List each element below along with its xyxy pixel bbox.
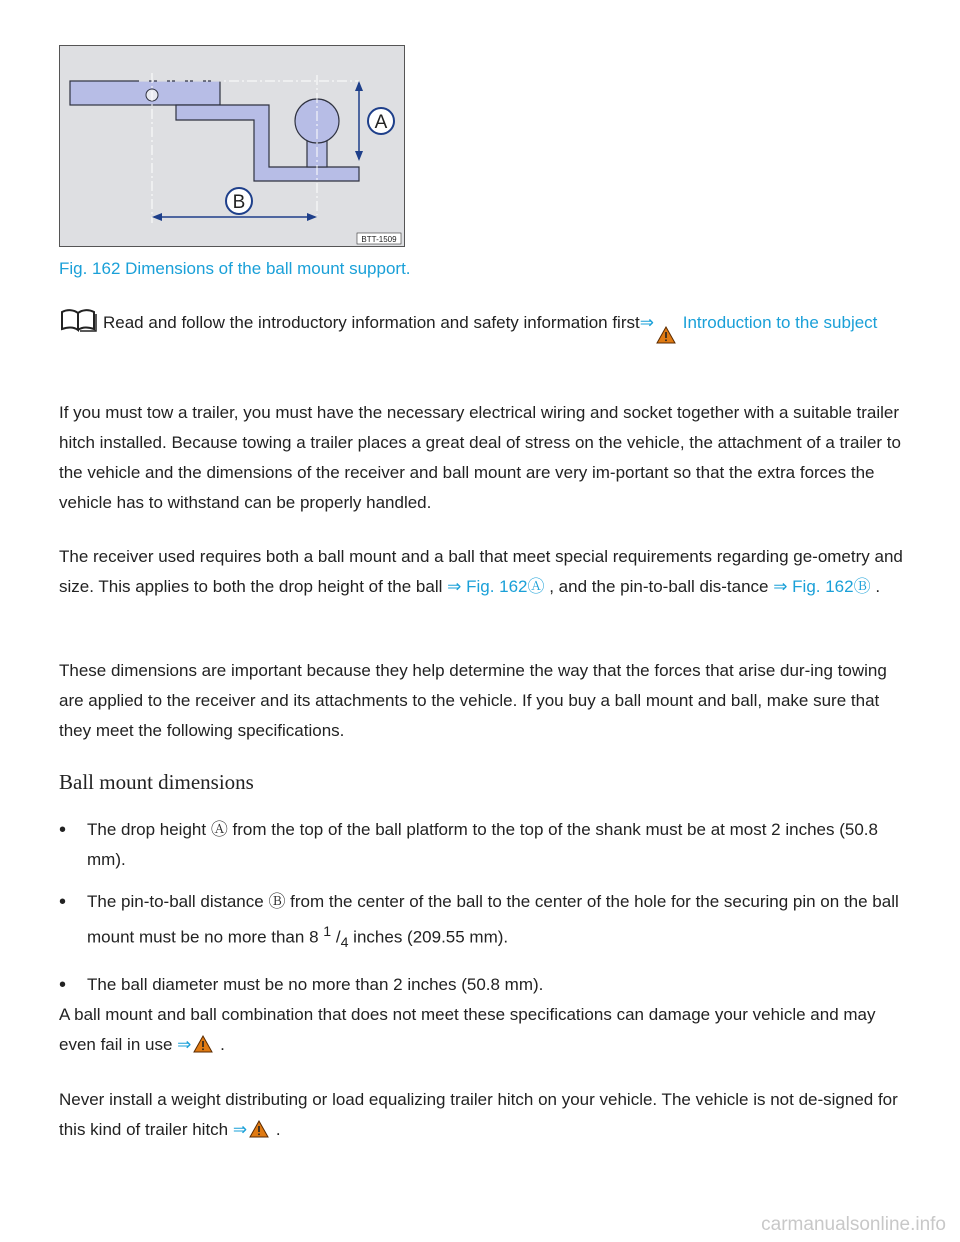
fig-link-a[interactable]: ⇒ Fig. 162Ⓐ xyxy=(447,577,545,596)
fraction-numerator: 1 xyxy=(323,924,332,940)
warning-icon[interactable] xyxy=(249,1120,269,1138)
figure-code: BTT-1509 xyxy=(361,235,397,244)
p2-text-b: , and the pin-to-ball dis-tance xyxy=(544,577,774,596)
shank-bar xyxy=(70,81,220,105)
label-b: B xyxy=(232,192,246,213)
list-item xyxy=(59,887,909,958)
fraction-denominator: 4 xyxy=(340,935,349,952)
p5-text: Never install a weight distributing or load equalizing trailer hitch on your vehicle. The vehicle is not de-signed for this kind of trailer hitch xyxy=(59,1090,898,1139)
bullet-2-end: inches (209.55 mm). xyxy=(348,927,509,947)
p2-text-a: The receiver used requires both a ball mount and a ball that meet special requirements regarding ge-ometry and size. This applies to both the drop height of the ball xyxy=(59,547,903,596)
bullet-2-rest: from the center of the ball to the center of the hole for the securing pin on the ball mount must be no more than 8 xyxy=(87,892,899,947)
fraction-slash: / xyxy=(331,927,341,947)
circled-a: Ⓐ xyxy=(210,820,228,839)
spec-list xyxy=(59,815,909,1012)
p5-end: . xyxy=(271,1120,281,1139)
watermark: carmanualsonline.info xyxy=(761,1214,946,1235)
list-item xyxy=(59,815,909,875)
circled-b: Ⓑ xyxy=(268,892,286,911)
p4-text: A ball mount and ball combination that does not meet these specifications can damage your vehicle and may even fail in use xyxy=(59,1005,876,1054)
bullet-3-text: The ball diameter must be no more than 2 inches (50.8 mm). xyxy=(87,975,544,995)
paragraph-4 xyxy=(59,1000,909,1060)
paragraph-2 xyxy=(59,542,909,602)
bullet-1-rest: from the top of the ball platform to the top of the shank must be at most 2 inches (50.8 mm). xyxy=(87,820,878,869)
warning-icon xyxy=(656,326,676,344)
bullet-2-text: The pin-to-ball distance xyxy=(87,892,269,911)
paragraph-5 xyxy=(59,1085,909,1145)
paragraph-1: If you must tow a trailer, you must have the necessary electrical wiring and socket together with a suitable trailer hitch installed. Because towing a trailer places a great deal of stress on the vehicle, the attachment of a trailer to the vehicle and the dimensions of the receiver and ball mount are very im-portant so that the extra forces the vehicle has to withstand can be properly handled. xyxy=(59,403,901,512)
p4-end: . xyxy=(215,1035,225,1054)
intro-link[interactable]: Introduction to the subject xyxy=(682,313,878,332)
paragraph-3: These dimensions are important because they help determine the way that the forces that arise dur-ing towing are applied to the receiver and its attachments to the vehicle. If you buy a ball mount and ball, make sure that they meet the following specifications. xyxy=(59,661,887,740)
fig-link-b[interactable]: ⇒ Fig. 162Ⓑ xyxy=(773,577,871,596)
p2-text-c: . xyxy=(870,577,881,596)
intro-text: Read and follow the introductory information and safety information first xyxy=(103,313,640,332)
p4-arrow[interactable]: ⇒ xyxy=(177,1035,192,1054)
bullet-1-text: The drop height xyxy=(87,820,211,839)
p5-arrow[interactable]: ⇒ xyxy=(232,1120,248,1139)
section-heading: Ball mount dimensions xyxy=(59,770,254,794)
intro-arrow[interactable]: ⇒ xyxy=(639,313,654,332)
book-icon xyxy=(59,308,99,332)
label-a: A xyxy=(374,112,388,133)
ball-mount-diagram xyxy=(59,45,405,247)
list-item xyxy=(59,970,909,1000)
intro-note xyxy=(59,308,904,344)
figure-caption: Fig. 162 Dimensions of the ball mount support. xyxy=(59,259,411,278)
warning-icon[interactable] xyxy=(193,1035,213,1053)
